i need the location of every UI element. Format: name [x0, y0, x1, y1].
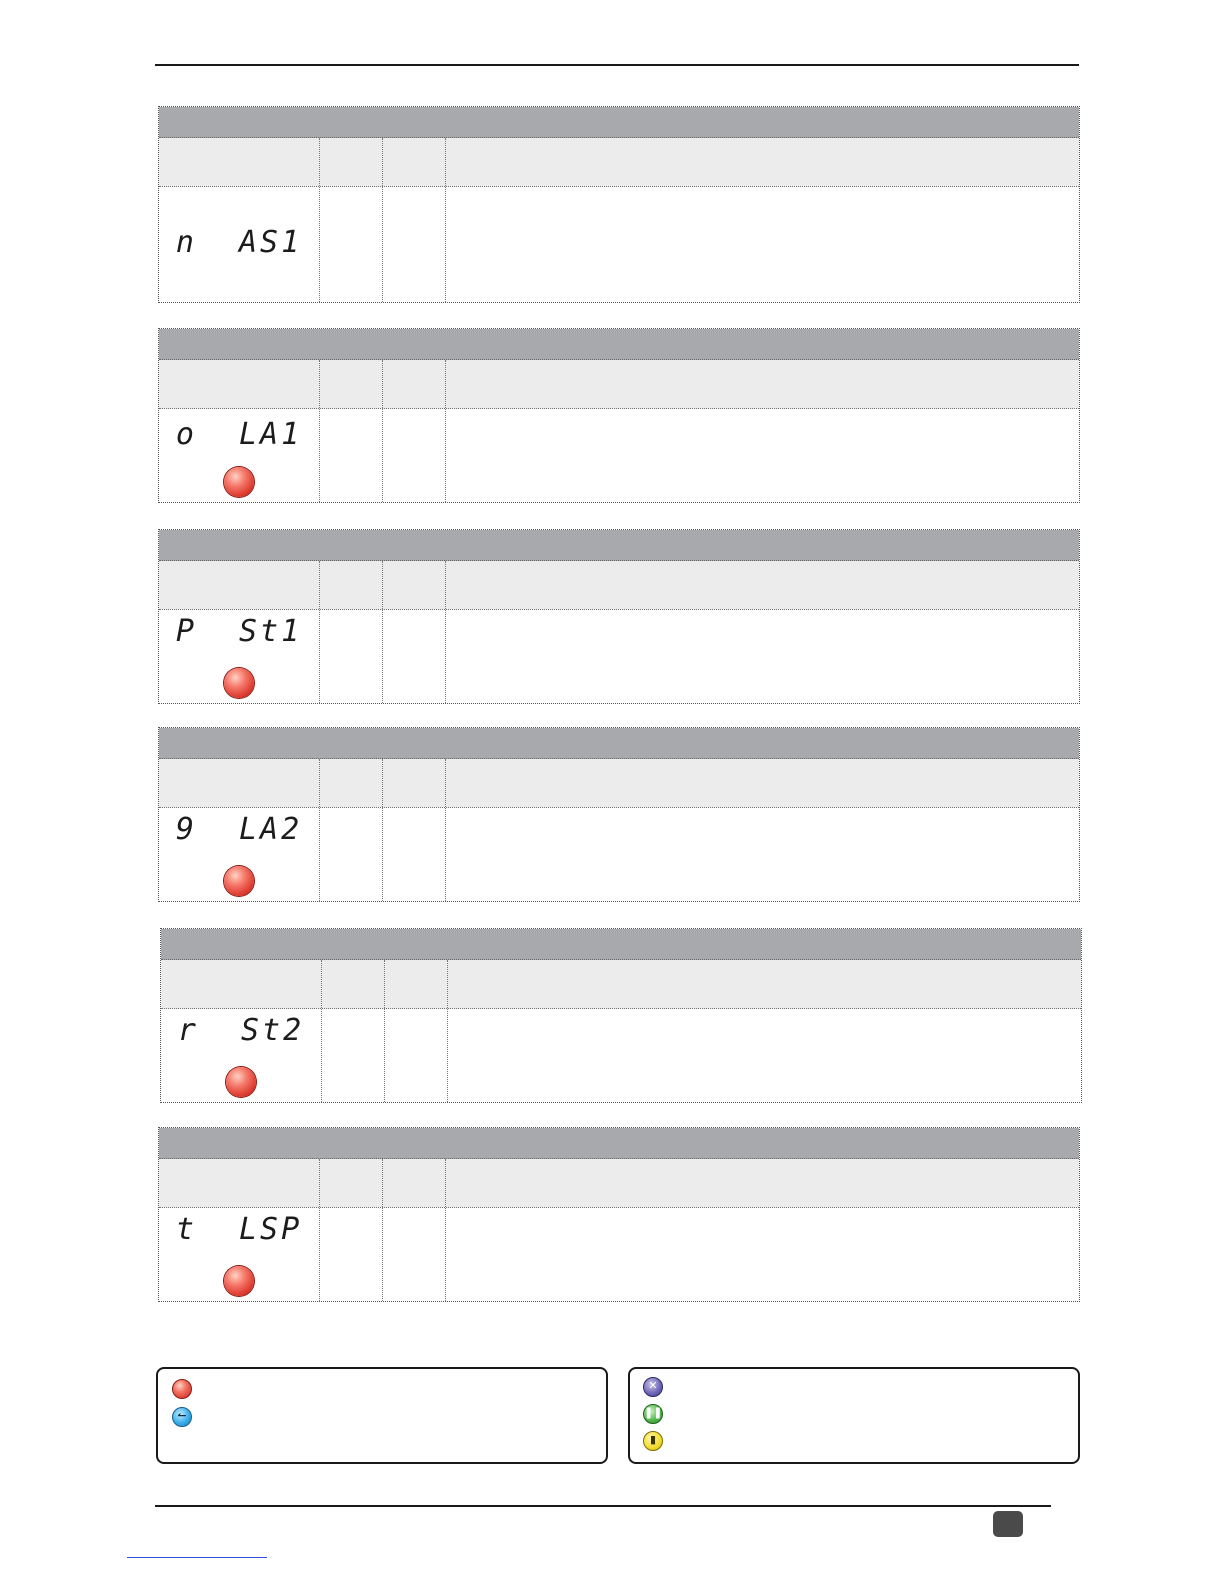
display-cell — [159, 610, 320, 703]
header-cell — [383, 1159, 446, 1207]
header-cell — [320, 759, 383, 807]
table-row — [159, 1208, 1079, 1301]
page-number-badge — [993, 1511, 1023, 1537]
header-cell — [320, 1159, 383, 1207]
value-cell — [320, 808, 383, 901]
header-cell — [448, 960, 1081, 1008]
table-header-row — [159, 138, 1079, 187]
table-header-row — [159, 1159, 1079, 1208]
display-cell — [161, 1009, 322, 1102]
header-cell — [446, 561, 1079, 609]
display-code: o LA1 — [175, 417, 303, 452]
display-cell — [159, 808, 320, 901]
display-code: n AS1 — [175, 225, 303, 260]
table-row — [159, 610, 1079, 703]
table-header-row — [161, 960, 1081, 1009]
header-cell — [446, 138, 1079, 186]
header-cell — [320, 138, 383, 186]
value-cell — [383, 610, 446, 703]
header-cell — [320, 561, 383, 609]
description-cell — [446, 808, 1079, 901]
table-title-bar — [159, 107, 1079, 138]
description-cell — [446, 409, 1079, 502]
parameter-table-rst2 — [160, 928, 1082, 1103]
table-title-bar — [159, 329, 1079, 360]
header-cell — [322, 960, 385, 1008]
display-cell — [159, 1208, 320, 1301]
description-cell — [446, 610, 1079, 703]
red-led-icon — [224, 1266, 254, 1296]
bottom-rule — [155, 1505, 1051, 1507]
header-cell — [159, 561, 320, 609]
display-code: P St1 — [175, 614, 303, 649]
display-cell — [159, 187, 320, 302]
value-cell — [383, 808, 446, 901]
link-underline[interactable] — [127, 1557, 267, 1558]
header-cell — [446, 759, 1079, 807]
header-cell — [383, 561, 446, 609]
red-led-icon — [224, 668, 254, 698]
header-cell — [383, 360, 446, 408]
header-cell — [383, 759, 446, 807]
parameter-table-qla2 — [158, 727, 1080, 902]
table-row — [161, 1009, 1081, 1102]
table-header-row — [159, 561, 1079, 610]
table-row — [159, 187, 1079, 302]
value-cell — [383, 187, 446, 302]
fan-icon: ✕ — [643, 1377, 663, 1397]
display-cell — [159, 409, 320, 502]
value-cell — [320, 1208, 383, 1301]
reset-arrow-icon: ↼ — [172, 1407, 192, 1427]
header-cell — [383, 138, 446, 186]
parameter-table-ola1 — [158, 328, 1080, 503]
description-cell — [446, 1208, 1079, 1301]
display-code: r St2 — [177, 1013, 305, 1048]
table-header-row — [159, 360, 1079, 409]
top-rule — [155, 64, 1079, 66]
header-cell — [446, 1159, 1079, 1207]
description-cell — [446, 187, 1079, 302]
display-code: t LSP — [175, 1212, 303, 1247]
table-row — [159, 409, 1079, 502]
table-row — [159, 808, 1079, 901]
header-cell — [385, 960, 448, 1008]
value-cell — [322, 1009, 385, 1102]
value-cell — [320, 610, 383, 703]
value-cell — [320, 187, 383, 302]
header-cell — [159, 759, 320, 807]
parameter-table-tlsp — [158, 1127, 1080, 1302]
display-code: 9 LA2 — [175, 812, 303, 847]
red-led-icon — [224, 467, 254, 497]
legend-box-left — [156, 1367, 608, 1464]
header-cell — [446, 360, 1079, 408]
value-cell — [385, 1009, 448, 1102]
table-title-bar — [159, 530, 1079, 561]
header-cell — [159, 138, 320, 186]
red-led-icon — [172, 1379, 192, 1399]
table-title-bar — [159, 728, 1079, 759]
red-led-icon — [226, 1067, 256, 1097]
header-cell — [159, 360, 320, 408]
header-cell — [320, 360, 383, 408]
pause-icon: ❚❚ — [643, 1404, 663, 1424]
legend-box-right — [628, 1367, 1080, 1464]
value-cell — [383, 409, 446, 502]
parameter-table-nas1 — [158, 106, 1080, 303]
tank-icon: ▮ — [643, 1431, 663, 1451]
value-cell — [383, 1208, 446, 1301]
header-cell — [161, 960, 322, 1008]
value-cell — [320, 409, 383, 502]
table-header-row — [159, 759, 1079, 808]
header-cell — [159, 1159, 320, 1207]
red-led-icon — [224, 866, 254, 896]
parameter-table-pst1 — [158, 529, 1080, 704]
table-title-bar — [159, 1128, 1079, 1159]
description-cell — [448, 1009, 1081, 1102]
table-title-bar — [161, 929, 1081, 960]
